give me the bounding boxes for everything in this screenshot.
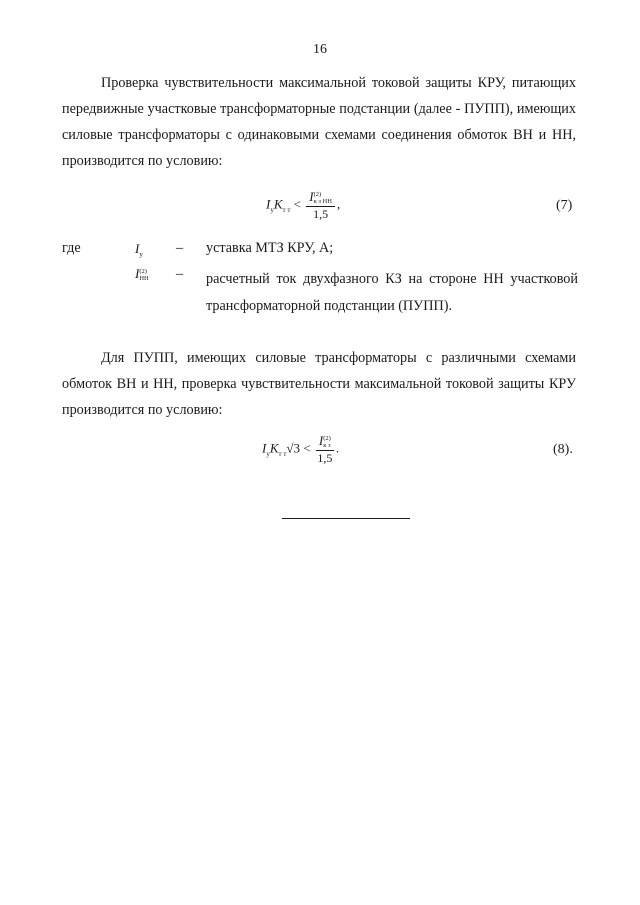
eq8-num-i: I [318,433,324,448]
where-item-1-dash: – [176,240,184,256]
eq7-lhs-i: I [266,196,271,212]
eq8-lhs-i-sub: у [266,450,270,459]
paragraph-2-text: Для ПУПП, имеющих силовые трансформаторы с различными схемами обмоток ВН и НН, проверка чувствительности максимальной токовой защиты КРУ производится по условию: [62,350,576,418]
equation-8-number: (8). [553,442,573,457]
paragraph-2 [62,345,576,423]
equation-8 [262,434,339,465]
eq8-tail: . [335,440,340,456]
eq7-lhs-i-sub: у [270,206,274,215]
eq7-lhs-k: K [273,196,283,212]
where-item-1-symbol [135,241,143,259]
eq7-num-sub: к з НН [313,198,332,206]
eq7-num-sup: (2) [313,191,322,199]
eq8-fraction [316,434,334,465]
where-word: где [62,240,81,256]
equation-7 [266,190,340,221]
where-item-2-sym: I [135,266,140,281]
where-item-2-text: расчетный ток двухфазного КЗ на стороне НН участковой трансформаторной подстанции (ПУПП). [206,271,578,314]
eq8-sqrt: √3 [286,440,301,456]
where-item-2-symbol [135,266,149,282]
eq7-tail: , [336,196,341,212]
eq8-num-sup: (2) [323,435,331,443]
eq8-relation: < [303,440,311,456]
eq7-relation: < [293,196,301,212]
where-item-1-text: уставка МТЗ КРУ, А; [206,240,334,256]
eq7-numerator [306,190,335,207]
where-item-2-dash: – [176,266,184,282]
eq7-num-i: I [309,189,314,204]
paragraph-1 [62,70,576,174]
eq8-lhs-k: K [269,440,279,456]
closing-rule [282,518,410,519]
eq8-lhs-i: I [262,440,267,456]
where-item-2-sym-sup: (2) [139,268,147,276]
page-number: 16 [313,42,327,57]
eq8-denominator: 1,5 [317,451,333,466]
equation-7-number: (7) [556,198,573,213]
eq7-denominator: 1,5 [313,207,329,222]
eq7-fraction [306,190,335,221]
eq8-num-sub: к з [323,442,331,450]
where-item-1-sym: I [135,241,140,256]
where-item-2-sym-sub: НН [139,275,149,283]
eq8-numerator [316,434,334,451]
eq8-lhs-k-sub: т т [278,450,287,459]
eq7-lhs-k-sub: т т [282,206,291,215]
paragraph-1-text: Проверка чувствительности максимальной токовой защиты КРУ, питающих передвижные участковые трансформаторные подстанции (далее - ПУПП), имеющих силовые трансформаторы с одинаковыми схемами соединения обмоток ВН и НН, производится по условию: [62,75,576,169]
where-item-1-sym-sub: у [139,250,143,259]
